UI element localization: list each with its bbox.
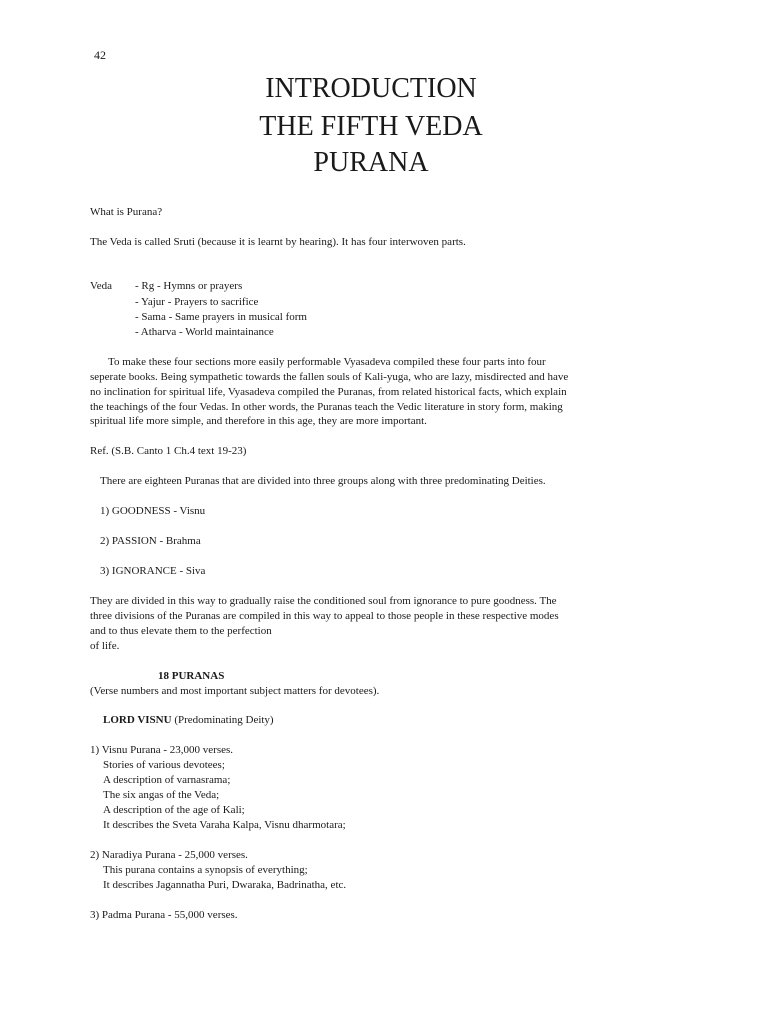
eighteen-puranas-intro: There are eighteen Puranas that are divided into three groups along with three predominating Deities. [100, 475, 546, 487]
mode-item: 1) GOODNESS - Visnu [100, 505, 206, 517]
purana-detail: It describes the Sveta Varaha Kalpa, Visnu dharmotara; [103, 819, 346, 831]
veda-part-item: - Yajur - Prayers to sacrifice [135, 296, 259, 308]
question-text: What is Purana? [90, 206, 163, 218]
paragraph-line: no inclination for spiritual life, Vyasadeva compiled the Puranas, from related historical facts, which explain [90, 386, 567, 398]
veda-part-item: - Rg - Hymns or prayers [135, 280, 243, 292]
deity-name: LORD VISNU [103, 714, 172, 726]
veda-part-item: - Sama - Same prayers in musical form [135, 311, 307, 323]
purana-detail: Stories of various devotees; [103, 759, 225, 771]
veda-intro-text: The Veda is called Sruti (because it is learnt by hearing). It has four interwoven parts. [90, 236, 466, 248]
paragraph-line: They are divided in this way to gradually raise the conditioned soul from ignorance to pure goodness. The [90, 595, 557, 607]
deity-note: (Predominating Deity) [174, 714, 274, 726]
purana-title: 3) Padma Purana - 55,000 verses. [90, 909, 238, 921]
paragraph-line: spiritual life more simple, and therefore in this age, they are more important. [90, 415, 427, 427]
purana-title: 2) Naradiya Purana - 25,000 verses. [90, 849, 248, 861]
title-line: THE FIFTH VEDA [259, 111, 483, 142]
mode-item: 3) IGNORANCE - Siva [100, 565, 206, 577]
section-subheading: (Verse numbers and most important subject matters for devotees). [90, 685, 380, 697]
veda-label: Veda [90, 280, 112, 292]
title-line: INTRODUCTION [265, 73, 477, 104]
section-heading: 18 PURANAS [158, 670, 225, 682]
paragraph-line: three divisions of the Puranas are compiled in this way to appeal to those people in these respective modes [90, 610, 559, 622]
paragraph-line: the teachings of the four Vedas. In other words, the Puranas teach the Vedic literature in story form, making [90, 401, 563, 413]
paragraph-line: seperate books. Being sympathetic towards the fallen souls of Kali-yuga, who are lazy, misdirected and have [90, 371, 569, 383]
title-line: PURANA [313, 147, 429, 178]
paragraph-line: of life. [90, 640, 120, 652]
deity-heading [103, 713, 274, 728]
purana-detail: The six angas of the Veda; [103, 789, 220, 801]
veda-part-item: - Atharva - World maintainance [135, 326, 274, 338]
purana-detail: A description of the age of Kali; [103, 804, 245, 816]
purana-title: 1) Visnu Purana - 23,000 verses. [90, 744, 234, 756]
reference-text: Ref. (S.B. Canto 1 Ch.4 text 19-23) [90, 445, 247, 457]
mode-item: 2) PASSION - Brahma [100, 535, 201, 547]
page-number: 42 [94, 48, 106, 62]
paragraph-line: To make these four sections more easily performable Vyasadeva compiled these four parts into four [108, 356, 546, 368]
purana-detail: This purana contains a synopsis of everything; [103, 864, 308, 876]
purana-detail: It describes Jagannatha Puri, Dwaraka, Badrinatha, etc. [103, 879, 347, 891]
paragraph-line: and to thus elevate them to the perfection [90, 625, 272, 637]
purana-detail: A description of varnasrama; [103, 774, 231, 786]
